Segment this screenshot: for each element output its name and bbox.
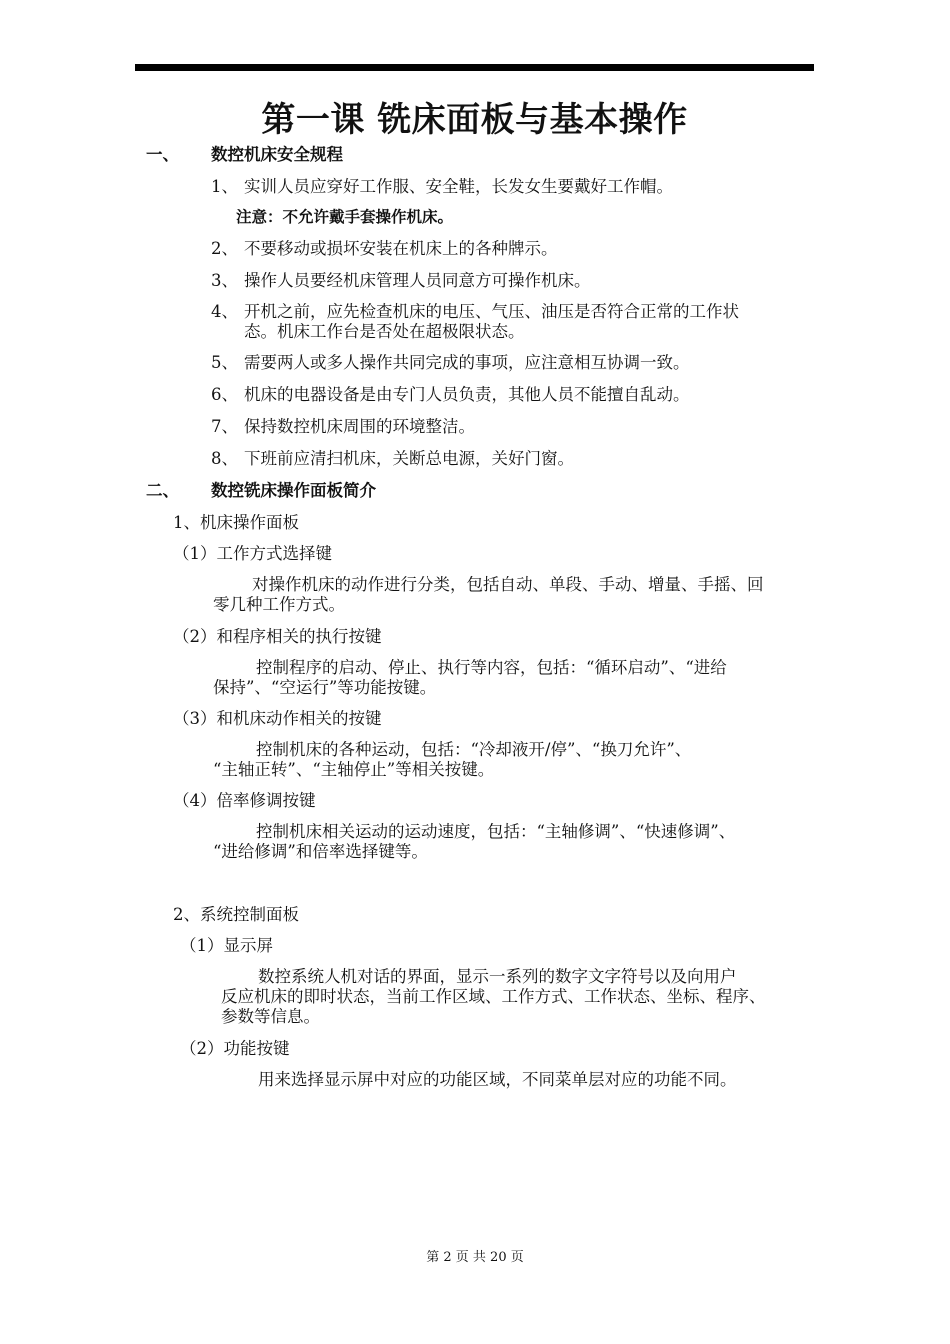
system-item-1-desc-line1: 数控系统人机对话的界面，显示一系列的数字文字符号以及向用户 [258,967,737,986]
panel-item-1-desc-line2: 零几种工作方式。 [213,595,345,614]
rule-item-5-text: 需要两人或多人操作共同完成的事项，应注意相互协调一致。 [244,353,690,372]
rule-item-8-text: 下班前应清扫机床，关断总电源，关好门窗。 [244,449,574,468]
panel-item-4-desc-line2: “进给修调”和倍率选择键等。 [213,842,428,861]
section1-heading: 数控机床安全规程 [211,145,343,164]
panel-item-2-desc-line1: 控制程序的启动、停止、执行等内容，包括：“循环启动”、“进给 [256,658,727,677]
panel-item-3-desc-line1: 控制机床的各种运动，包括：“冷却液开/停”、“换刀允许”、 [256,740,692,759]
rule-item-3-text: 操作人员要经机床管理人员同意方可操作机床。 [244,271,591,290]
section2-heading: 数控铣床操作面板简介 [211,481,376,500]
panel-item-4-label: （4）倍率修调按键 [173,791,316,810]
system-item-2-desc-line1: 用来选择显示屏中对应的功能区域，不同菜单层对应的功能不同。 [258,1070,737,1089]
rule-item-4-number: 4、 [211,302,238,321]
panel-item-2-desc-line2: 保持”、“空运行”等功能按键。 [213,678,437,697]
rule-item-7-text: 保持数控机床周围的环境整洁。 [244,417,475,436]
system-item-1-desc-line2: 反应机床的即时状态，当前工作区域、工作方式、工作状态、坐标、程序、 [221,987,766,1006]
system-item-1-desc-line3: 参数等信息。 [221,1007,320,1026]
section2-number: 二、 [146,481,179,500]
rule-item-6-number: 6、 [211,385,238,404]
rule-item-2-number: 2、 [211,239,238,258]
rule-item-1-text: 实训人员应穿好工作服、安全鞋，长发女生要戴好工作帽。 [244,177,673,196]
rule-item-4-continuation: 态。机床工作台是否处在超极限状态。 [244,322,525,341]
safety-note: 注意：不允许戴手套操作机床。 [236,208,454,226]
panel-item-2-label: （2）和程序相关的执行按键 [173,627,382,646]
page-title: 第一课 铣床面板与基本操作 [261,100,688,140]
rule-item-3-number: 3、 [211,271,238,290]
rule-item-5-number: 5、 [211,353,238,372]
system-item-1-label: （1）显示屏 [180,936,273,955]
header-rule [135,64,814,71]
rule-item-1-number: 1、 [211,177,238,196]
rule-item-2-text: 不要移动或损坏安装在机床上的各种牌示。 [244,239,558,258]
rule-item-6-text: 机床的电器设备是由专门人员负责，其他人员不能擅自乱动。 [244,385,690,404]
subsection-system-panel: 2、系统控制面板 [173,905,299,924]
page-footer: 第 2 页 共 20 页 [426,1250,524,1265]
panel-item-3-label: （3）和机床动作相关的按键 [173,709,382,728]
panel-item-3-desc-line2: “主轴正转”、“主轴停止”等相关按键。 [213,760,495,779]
system-item-2-label: （2）功能按键 [180,1039,290,1058]
panel-item-4-desc-line1: 控制机床相关运动的运动速度，包括：“主轴修调”、“快速修调”、 [256,822,736,841]
section1-number: 一、 [146,145,179,164]
rule-item-8-number: 8、 [211,449,238,468]
rule-item-7-number: 7、 [211,417,238,436]
panel-item-1-desc-line1: 对操作机床的动作进行分类，包括自动、单段、手动、增量、手摇、回 [252,575,764,594]
rule-item-4-text: 开机之前，应先检查机床的电压、气压、油压是否符合正常的工作状 [244,302,739,321]
panel-item-1-label: （1）工作方式选择键 [173,544,332,563]
subsection-machine-panel: 1、机床操作面板 [173,513,299,532]
